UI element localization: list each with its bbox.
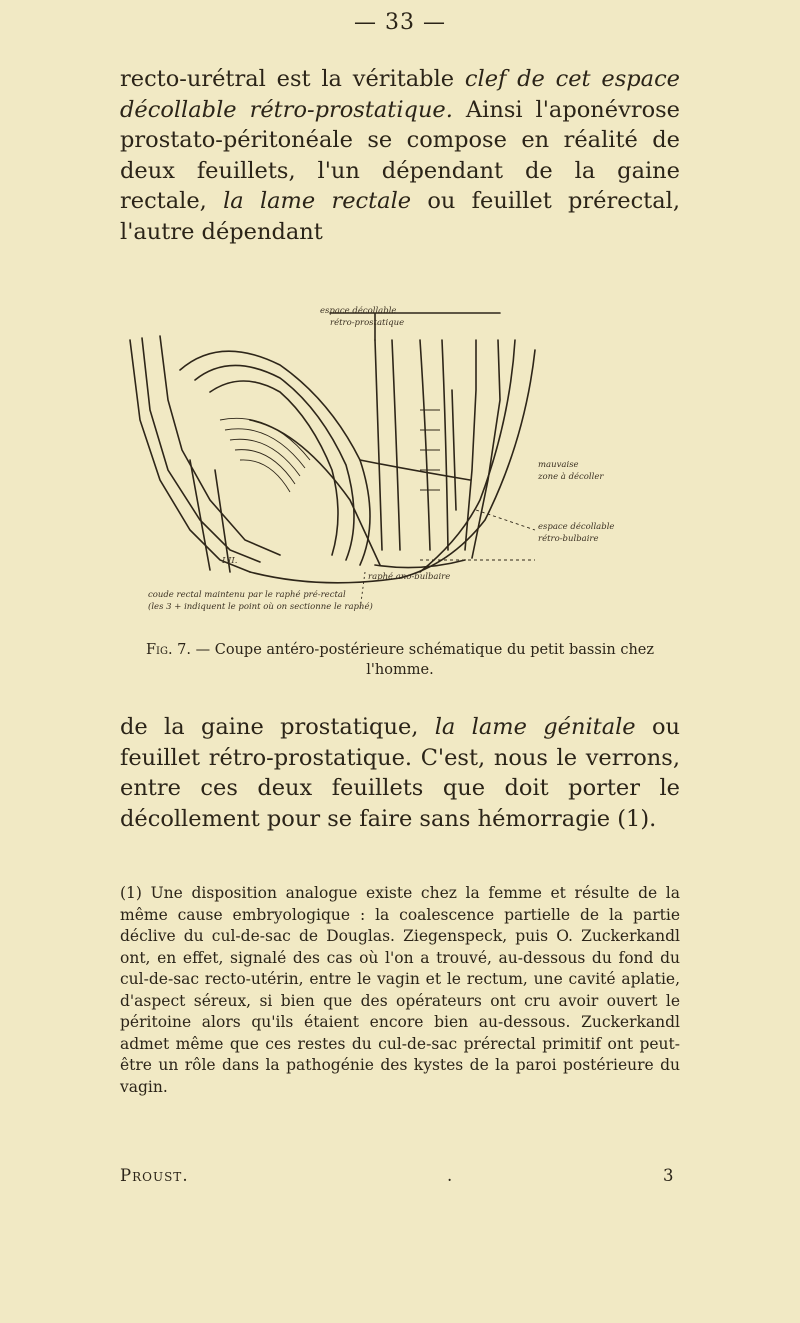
- page-number: — 33 —: [354, 10, 446, 35]
- figure-caption-text: — Coupe antéro-postérieure schématique du petit bassin chez l'homme.: [191, 642, 655, 678]
- figure-label-right-2: zone à décoller: [538, 472, 604, 482]
- figure-numeral: I.II.: [222, 556, 238, 566]
- footnote: (1) Une disposition analogue existe chez la femme et résulte de la même cause embryologique : la coalescence partielle de la partie déclive du cul-de-sac de Douglas. Ziegenspeck, puis O. Zuckerkandl ont, en effet, signalé des cas où l'on a trouvé, au-dessous du fond du cul-de-sac recto-utérin, entre le vagin et le rectum, une cavité aplatie, d'aspect séreux, si bien que des opérateurs ont cru avoir ouvert le péritoine alors qu'ils étaient encore bien au-dessous. Zuckerkandl admet même que ces restes du cul-de-sac prérectal primitif ont peut-être un rôle dans la pathogénie des kystes de la paroi postérieure du vagin.: [120, 884, 680, 1096]
- anatomical-figure: [120, 306, 680, 612]
- paragraph-bottom: [120, 712, 680, 834]
- paragraph-top-text-3: ou feuillet prérectal, l'autre dépendant: [120, 188, 680, 245]
- paragraph-top-text-1: recto-urétral est la véritable: [120, 66, 465, 92]
- figure-label-bottom-2: coude rectal maintenu par le raphé pré-rectal: [148, 590, 346, 600]
- paragraph-top: [120, 64, 680, 247]
- figure-label-right-3: espace décollable: [538, 522, 615, 532]
- figure-label-top-2: rétro-prostatique: [330, 318, 405, 328]
- paragraph-top-text-2: Ainsi l'aponévrose prostato-péritonéale se compose en réalité de deux feuillets, l'un dépendant de la gaine rectale,: [120, 96, 680, 214]
- figure-label-right-4: rétro-bulbaire: [538, 534, 599, 544]
- signature-dot: .: [447, 1166, 453, 1185]
- figure-label-right-1: mauvaise: [538, 460, 579, 470]
- paragraph-bottom-text-2: ou feuillet rétro-prostatique. C'est, nous le verrons, entre ces deux feuillets que doit porter le décollement pour se faire sans hémorragie (1).: [120, 714, 680, 832]
- paragraph-bottom-italic: la lame génitale: [434, 714, 636, 740]
- figure-caption-lead: Fig. 7.: [145, 642, 192, 658]
- paragraph-bottom-text-1: de la gaine prostatique,: [120, 714, 435, 740]
- signature-number: 3: [663, 1166, 674, 1185]
- figure-label-bottom-3: (les 3 + indiquent le point où on sectionne le raphé): [148, 602, 373, 612]
- figure-label-bottom-1: raphé ano-bulbaire: [368, 572, 451, 582]
- figure-caption: [120, 640, 680, 680]
- signature-author: Proust.: [120, 1166, 189, 1185]
- paragraph-top-italic-1: clef de cet espace décollable rétro-prostatique.: [120, 66, 680, 123]
- anatomical-drawing: [120, 310, 680, 610]
- paragraph-top-italic-2: la lame rectale: [223, 188, 412, 214]
- figure-label-top-1: espace décollable: [320, 306, 397, 316]
